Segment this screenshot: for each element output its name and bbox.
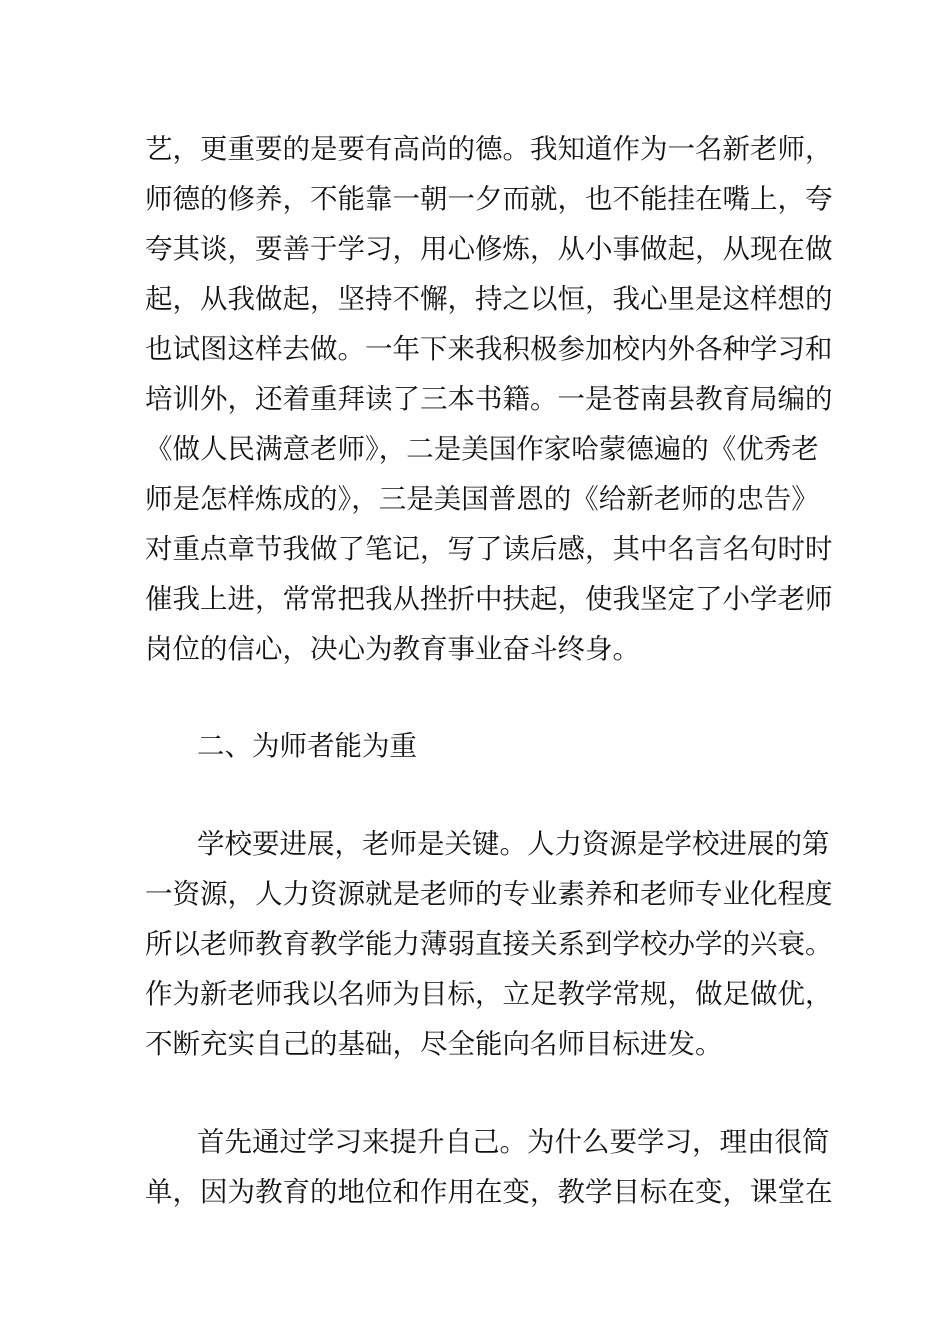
- text-line: 不断充实自己的基础，尽全能向名师目标进发。: [145, 1028, 723, 1060]
- text-line: 作为新老师我以名师为目标，立足教学常规，做足做优，: [145, 978, 833, 1010]
- text-line: 岗位的信心，决心为教育事业奋斗终身。: [145, 633, 640, 665]
- text-line: 师德的修养，不能靠一朝一夕而就，也不能挂在嘴上，夸: [145, 183, 833, 215]
- text-line: 一资源，人力资源就是老师的专业素养和老师专业化程度: [145, 878, 833, 910]
- section-heading: 二、为师者能为重: [197, 730, 417, 762]
- text-line: 也试图这样去做。一年下来我积极参加校内外各种学习和: [145, 333, 833, 365]
- text-line: 学校要进展，老师是关键。人力资源是学校进展的第: [197, 828, 830, 860]
- text-line: 对重点章节我做了笔记，写了读后感，其中名言名句时时: [145, 533, 833, 565]
- text-line: 催我上进，常常把我从挫折中扶起，使我坚定了小学老师: [145, 583, 833, 615]
- text-line: 夸其谈，要善于学习，用心修炼，从小事做起，从现在做: [145, 233, 833, 265]
- text-line: 所以老师教育教学能力薄弱直接关系到学校办学的兴衰。: [145, 928, 833, 960]
- text-line: 师是怎样炼成的》，三是美国普恩的《给新老师的忠告》: [145, 483, 819, 515]
- text-line: 培训外，还着重拜读了三本书籍。一是苍南县教育局编的: [145, 383, 833, 415]
- text-line: 单，因为教育的地位和作用在变，教学目标在变，课堂在: [145, 1176, 833, 1208]
- text-line: 首先通过学习来提升自己。为什么要学习，理由很简: [197, 1126, 830, 1158]
- text-line: 《做人民满意老师》，二是美国作家哈蒙德遍的《优秀老: [145, 433, 819, 465]
- text-line: 起，从我做起，坚持不懈，持之以恒，我心里是这样想的: [145, 283, 833, 315]
- text-line: 艺，更重要的是要有高尚的德。我知道作为一名新老师，: [145, 133, 833, 165]
